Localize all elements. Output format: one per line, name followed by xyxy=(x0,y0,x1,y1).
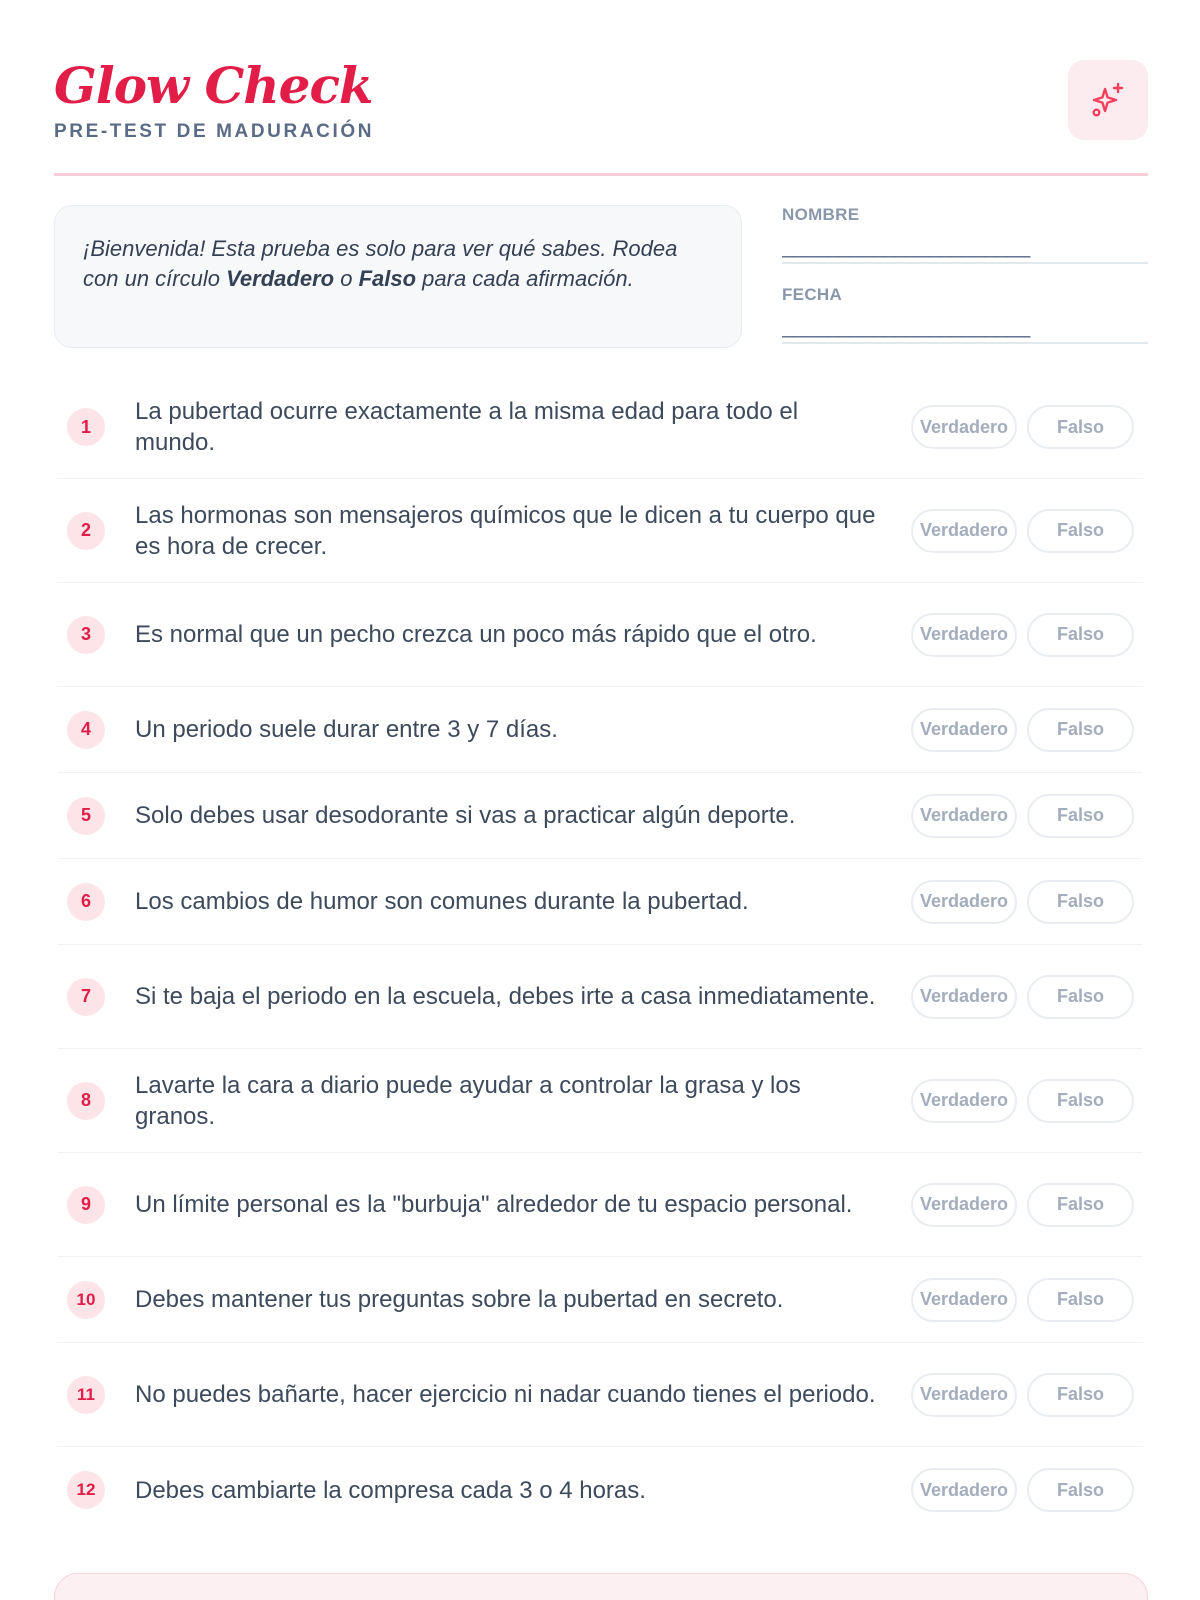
question-row xyxy=(58,376,1142,479)
false-option-button[interactable]: Falso xyxy=(1027,1183,1134,1227)
false-option-button[interactable]: Falso xyxy=(1027,405,1134,449)
true-option-button[interactable]: Verdadero xyxy=(911,1373,1017,1417)
question-text: Debes mantener tus preguntas sobre la pubertad en secreto. xyxy=(135,1286,784,1313)
question-text: No puedes bañarte, hacer ejercicio ni nadar cuando tienes el periodo. xyxy=(135,1381,876,1408)
true-option-button[interactable]: Verdadero xyxy=(911,509,1017,553)
question-text: Es normal que un pecho crezca un poco más rápido que el otro. xyxy=(135,621,817,648)
name-field[interactable] xyxy=(782,205,1148,264)
question-row xyxy=(58,1447,1142,1533)
footer-card xyxy=(54,1573,1148,1600)
page-header xyxy=(54,56,1148,176)
question-row xyxy=(58,1343,1142,1447)
question-number: 10 xyxy=(67,1281,105,1319)
instructions-text-end: para cada afirmación. xyxy=(416,266,634,291)
instructions-true-word: Verdadero xyxy=(226,266,335,291)
question-number: 7 xyxy=(67,978,105,1016)
question-row xyxy=(58,859,1142,945)
true-option-button[interactable]: Verdadero xyxy=(911,708,1017,752)
answer-options xyxy=(911,975,1134,1019)
question-number: 8 xyxy=(67,1082,105,1120)
name-label: NOMBRE xyxy=(782,205,860,224)
date-label: FECHA xyxy=(782,285,843,304)
false-option-button[interactable]: Falso xyxy=(1027,1079,1134,1123)
answer-options xyxy=(911,1278,1134,1322)
answer-options xyxy=(911,405,1134,449)
false-option-button[interactable]: Falso xyxy=(1027,1468,1134,1512)
true-option-button[interactable]: Verdadero xyxy=(911,613,1017,657)
answer-options xyxy=(911,1373,1134,1417)
answer-options xyxy=(911,1468,1134,1512)
false-option-button[interactable]: Falso xyxy=(1027,880,1134,924)
question-number: 6 xyxy=(67,883,105,921)
question-text: Los cambios de humor son comunes durante la pubertad. xyxy=(135,888,749,915)
false-option-button[interactable]: Falso xyxy=(1027,1373,1134,1417)
name-blank-line[interactable]: ______________________ xyxy=(782,233,1030,258)
question-text: La pubertad ocurre exactamente a la misma edad para todo el mundo. xyxy=(135,398,799,456)
question-text: Un periodo suele durar entre 3 y 7 días. xyxy=(135,716,558,743)
answer-options xyxy=(911,708,1134,752)
question-list xyxy=(58,376,1142,1533)
question-number: 12 xyxy=(67,1471,105,1509)
answer-options xyxy=(911,613,1134,657)
true-option-button[interactable]: Verdadero xyxy=(911,1468,1017,1512)
question-row xyxy=(58,687,1142,773)
question-text: Las hormonas son mensajeros químicos que le dicen a tu cuerpo que es hora de crecer. xyxy=(135,501,876,560)
question-text: Lavarte la cara a diario puede ayudar a controlar la grasa y los granos. xyxy=(135,1071,801,1130)
question-number: 9 xyxy=(67,1186,105,1224)
question-row xyxy=(58,1153,1142,1257)
date-blank-line[interactable]: ______________________ xyxy=(782,313,1030,338)
question-text: Si te baja el periodo en la escuela, debes irte a casa inmediatamente. xyxy=(135,983,876,1010)
true-option-button[interactable]: Verdadero xyxy=(911,975,1017,1019)
true-option-button[interactable]: Verdadero xyxy=(911,794,1017,838)
question-row xyxy=(58,1257,1142,1343)
true-option-button[interactable]: Verdadero xyxy=(911,1183,1017,1227)
page-title: Glow Check xyxy=(54,56,373,115)
answer-options xyxy=(911,880,1134,924)
date-field[interactable] xyxy=(782,285,1148,344)
answer-options xyxy=(911,509,1134,553)
question-number: 11 xyxy=(67,1376,105,1414)
answer-options xyxy=(911,1183,1134,1227)
question-row xyxy=(58,1049,1142,1153)
instructions-box xyxy=(54,205,742,348)
false-option-button[interactable]: Falso xyxy=(1027,613,1134,657)
question-number: 2 xyxy=(67,512,105,550)
question-number: 4 xyxy=(67,711,105,749)
false-option-button[interactable]: Falso xyxy=(1027,794,1134,838)
answer-options xyxy=(911,1079,1134,1123)
question-text: Un límite personal es la "burbuja" alrededor de tu espacio personal. xyxy=(135,1191,853,1218)
true-option-button[interactable]: Verdadero xyxy=(911,1079,1017,1123)
false-option-button[interactable]: Falso xyxy=(1027,975,1134,1019)
instructions-connector: o xyxy=(334,266,359,291)
false-option-button[interactable]: Falso xyxy=(1027,509,1134,553)
instructions-false-word: Falso xyxy=(358,266,417,291)
true-option-button[interactable]: Verdadero xyxy=(911,880,1017,924)
true-option-button[interactable]: Verdadero xyxy=(911,1278,1017,1322)
question-row xyxy=(58,583,1142,687)
sparkles-icon xyxy=(1088,80,1128,120)
page-subtitle: PRE-TEST DE MADURACIÓN xyxy=(54,121,375,142)
question-row xyxy=(58,945,1142,1049)
true-option-button[interactable]: Verdadero xyxy=(911,405,1017,449)
question-text: Solo debes usar desodorante si vas a practicar algún deporte. xyxy=(135,802,796,829)
question-row xyxy=(58,479,1142,583)
question-number: 5 xyxy=(67,797,105,835)
question-number: 3 xyxy=(67,616,105,654)
question-text: Debes cambiarte la compresa cada 3 o 4 horas. xyxy=(135,1476,646,1504)
question-number: 1 xyxy=(67,408,105,446)
false-option-button[interactable]: Falso xyxy=(1027,1278,1134,1322)
answer-options xyxy=(911,794,1134,838)
sparkle-button[interactable] xyxy=(1068,60,1148,140)
false-option-button[interactable]: Falso xyxy=(1027,708,1134,752)
question-row xyxy=(58,773,1142,859)
instructions-text-start: ¡Bienvenida! Esta prueba es solo para ver qué sabes. Rodea con un círculo xyxy=(83,236,678,291)
